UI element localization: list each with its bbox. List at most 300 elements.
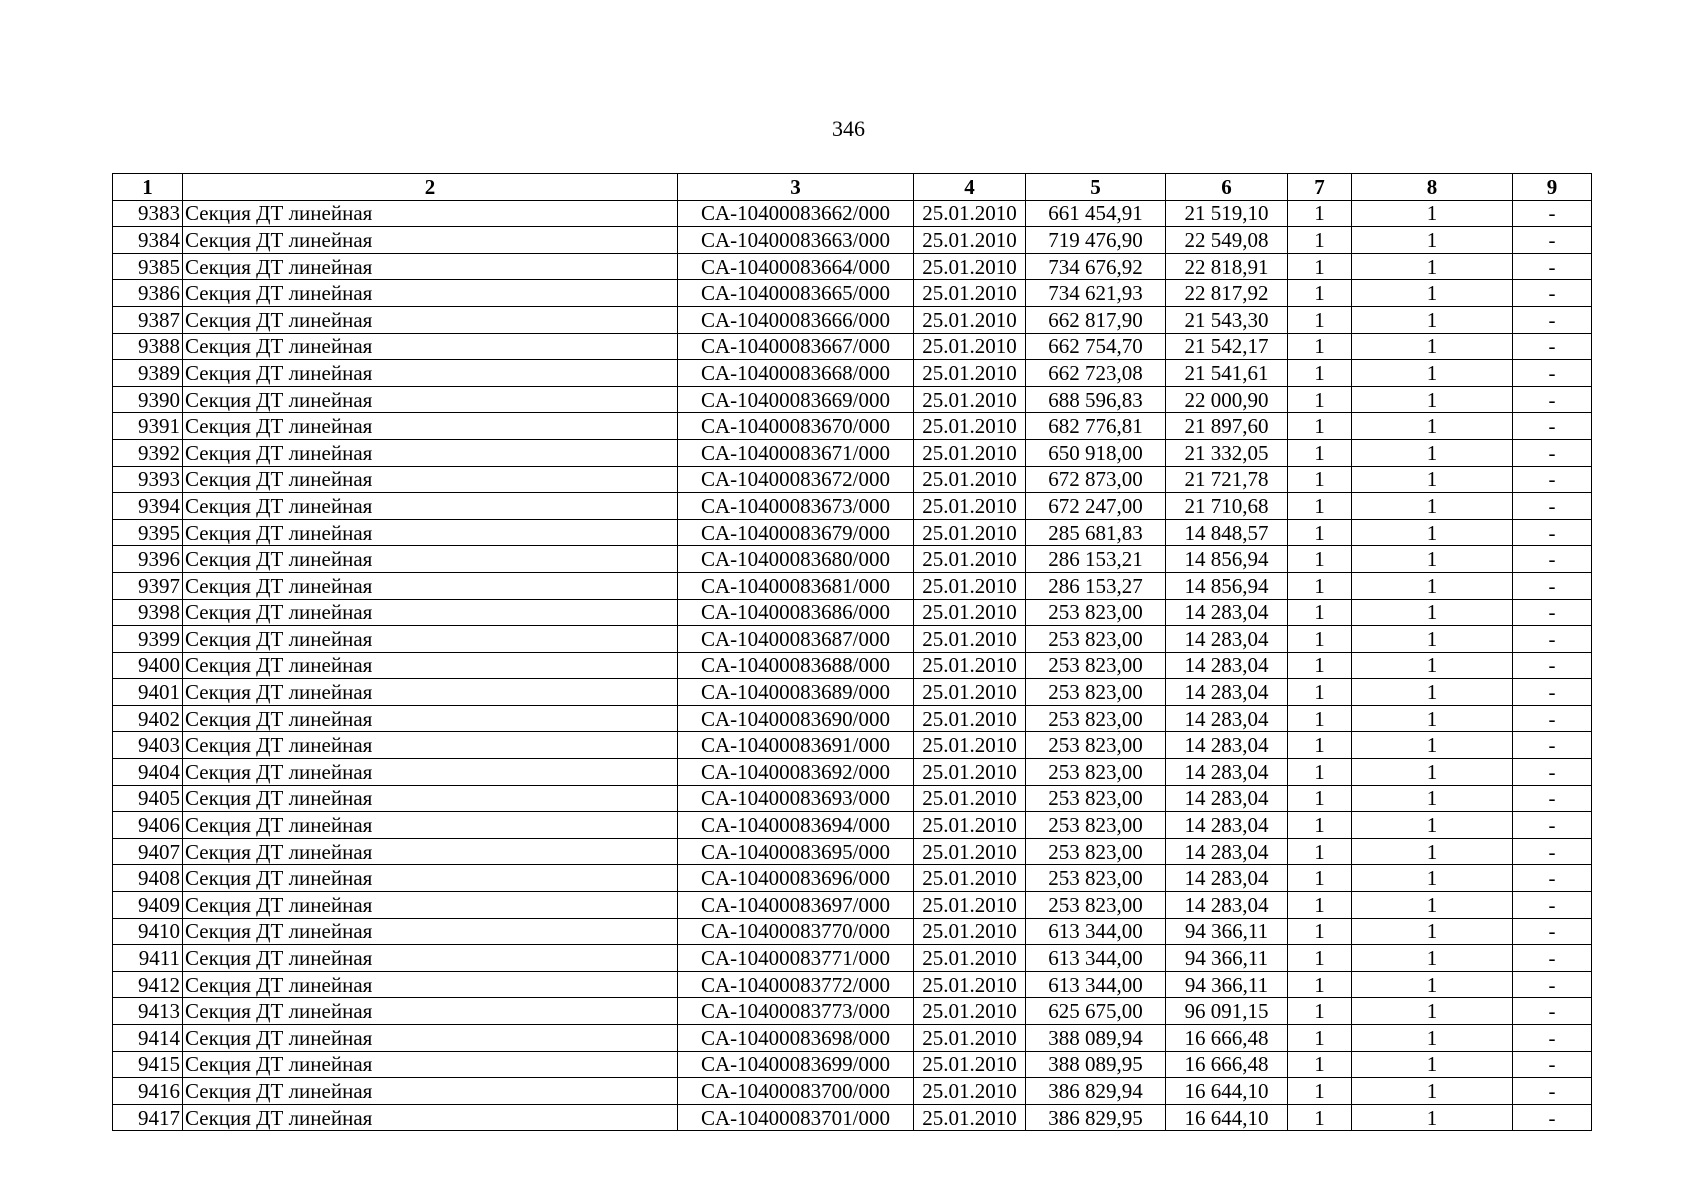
col7-cell: 1 (1288, 705, 1352, 732)
col9-cell: - (1513, 333, 1592, 360)
cost-cell: 662 817,90 (1026, 306, 1166, 333)
header-cell-col8: 8 (1352, 174, 1513, 201)
col8-cell: 1 (1352, 572, 1513, 599)
inventory-code-cell: CA-10400083663/000 (678, 227, 914, 254)
cost-cell: 662 723,08 (1026, 360, 1166, 387)
col8-cell: 1 (1352, 466, 1513, 493)
table-row (113, 838, 1592, 865)
col8-cell: 1 (1352, 652, 1513, 679)
date-cell: 25.01.2010 (914, 333, 1026, 360)
header-cell-col9: 9 (1513, 174, 1592, 201)
asset-name-cell: Секция ДТ линейная (183, 838, 678, 865)
row-number-cell: 9400 (113, 652, 183, 679)
amount-cell: 14 848,57 (1166, 519, 1288, 546)
row-number-cell: 9391 (113, 413, 183, 440)
table-row (113, 200, 1592, 227)
col9-cell: - (1513, 652, 1592, 679)
amount-cell: 14 283,04 (1166, 865, 1288, 892)
inventory-code-cell: CA-10400083686/000 (678, 599, 914, 626)
inventory-code-cell: CA-10400083681/000 (678, 572, 914, 599)
amount-cell: 22 549,08 (1166, 227, 1288, 254)
col9-cell: - (1513, 998, 1592, 1025)
inventory-code-cell: CA-10400083662/000 (678, 200, 914, 227)
row-number-cell: 9396 (113, 546, 183, 573)
col9-cell: - (1513, 1025, 1592, 1052)
inventory-code-cell: CA-10400083664/000 (678, 253, 914, 280)
cost-cell: 253 823,00 (1026, 812, 1166, 839)
col7-cell: 1 (1288, 732, 1352, 759)
col9-cell: - (1513, 785, 1592, 812)
table-row (113, 732, 1592, 759)
col7-cell: 1 (1288, 599, 1352, 626)
header-cell-col3: 3 (678, 174, 914, 201)
table-row (113, 599, 1592, 626)
cost-cell: 388 089,95 (1026, 1051, 1166, 1078)
cost-cell: 285 681,83 (1026, 519, 1166, 546)
col8-cell: 1 (1352, 227, 1513, 254)
row-number-cell: 9388 (113, 333, 183, 360)
date-cell: 25.01.2010 (914, 838, 1026, 865)
date-cell: 25.01.2010 (914, 971, 1026, 998)
amount-cell: 21 710,68 (1166, 493, 1288, 520)
row-number-cell: 9407 (113, 838, 183, 865)
header-cell-col1: 1 (113, 174, 183, 201)
col9-cell: - (1513, 705, 1592, 732)
inventory-code-cell: CA-10400083697/000 (678, 892, 914, 919)
amount-cell: 16 644,10 (1166, 1078, 1288, 1105)
amount-cell: 14 283,04 (1166, 812, 1288, 839)
col7-cell: 1 (1288, 838, 1352, 865)
inventory-code-cell: CA-10400083773/000 (678, 998, 914, 1025)
cost-cell: 253 823,00 (1026, 732, 1166, 759)
col8-cell: 1 (1352, 705, 1513, 732)
col9-cell: - (1513, 838, 1592, 865)
table-row (113, 253, 1592, 280)
header-cell-col2: 2 (183, 174, 678, 201)
amount-cell: 14 856,94 (1166, 572, 1288, 599)
inventory-code-cell: CA-10400083668/000 (678, 360, 914, 387)
row-number-cell: 9394 (113, 493, 183, 520)
table-row (113, 785, 1592, 812)
col7-cell: 1 (1288, 626, 1352, 653)
col9-cell: - (1513, 918, 1592, 945)
inventory-code-cell: CA-10400083667/000 (678, 333, 914, 360)
row-number-cell: 9406 (113, 812, 183, 839)
table-row (113, 572, 1592, 599)
col8-cell: 1 (1352, 280, 1513, 307)
asset-name-cell: Секция ДТ линейная (183, 1078, 678, 1105)
cost-cell: 662 754,70 (1026, 333, 1166, 360)
amount-cell: 14 283,04 (1166, 732, 1288, 759)
amount-cell: 94 366,11 (1166, 971, 1288, 998)
asset-name-cell: Секция ДТ линейная (183, 971, 678, 998)
date-cell: 25.01.2010 (914, 386, 1026, 413)
asset-name-cell: Секция ДТ линейная (183, 493, 678, 520)
row-number-cell: 9414 (113, 1025, 183, 1052)
asset-name-cell: Секция ДТ линейная (183, 705, 678, 732)
cost-cell: 734 676,92 (1026, 253, 1166, 280)
asset-name-cell: Секция ДТ линейная (183, 599, 678, 626)
asset-name-cell: Секция ДТ линейная (183, 200, 678, 227)
cost-cell: 388 089,94 (1026, 1025, 1166, 1052)
inventory-code-cell: CA-10400083688/000 (678, 652, 914, 679)
date-cell: 25.01.2010 (914, 439, 1026, 466)
col9-cell: - (1513, 360, 1592, 387)
amount-cell: 22 000,90 (1166, 386, 1288, 413)
date-cell: 25.01.2010 (914, 360, 1026, 387)
amount-cell: 16 644,10 (1166, 1104, 1288, 1131)
col8-cell: 1 (1352, 439, 1513, 466)
col9-cell: - (1513, 386, 1592, 413)
asset-name-cell: Секция ДТ линейная (183, 466, 678, 493)
row-number-cell: 9395 (113, 519, 183, 546)
date-cell: 25.01.2010 (914, 652, 1026, 679)
table-row (113, 360, 1592, 387)
col8-cell: 1 (1352, 812, 1513, 839)
asset-name-cell: Секция ДТ линейная (183, 386, 678, 413)
amount-cell: 94 366,11 (1166, 945, 1288, 972)
cost-cell: 253 823,00 (1026, 865, 1166, 892)
amount-cell: 14 283,04 (1166, 892, 1288, 919)
asset-name-cell: Секция ДТ линейная (183, 945, 678, 972)
col9-cell: - (1513, 1104, 1592, 1131)
asset-name-cell: Секция ДТ линейная (183, 519, 678, 546)
inventory-code-cell: CA-10400083689/000 (678, 679, 914, 706)
amount-cell: 21 721,78 (1166, 466, 1288, 493)
col7-cell: 1 (1288, 865, 1352, 892)
inventory-code-cell: CA-10400083696/000 (678, 865, 914, 892)
asset-name-cell: Секция ДТ линейная (183, 227, 678, 254)
col7-cell: 1 (1288, 519, 1352, 546)
date-cell: 25.01.2010 (914, 519, 1026, 546)
cost-cell: 613 344,00 (1026, 945, 1166, 972)
asset-name-cell: Секция ДТ линейная (183, 652, 678, 679)
row-number-cell: 9385 (113, 253, 183, 280)
col7-cell: 1 (1288, 652, 1352, 679)
col9-cell: - (1513, 493, 1592, 520)
row-number-cell: 9389 (113, 360, 183, 387)
row-number-cell: 9402 (113, 705, 183, 732)
amount-cell: 21 542,17 (1166, 333, 1288, 360)
col9-cell: - (1513, 1051, 1592, 1078)
cost-cell: 253 823,00 (1026, 892, 1166, 919)
asset-name-cell: Секция ДТ линейная (183, 1104, 678, 1131)
date-cell: 25.01.2010 (914, 546, 1026, 573)
amount-cell: 14 283,04 (1166, 759, 1288, 786)
col9-cell: - (1513, 519, 1592, 546)
asset-name-cell: Секция ДТ линейная (183, 626, 678, 653)
row-number-cell: 9397 (113, 572, 183, 599)
cost-cell: 253 823,00 (1026, 679, 1166, 706)
col7-cell: 1 (1288, 1051, 1352, 1078)
col7-cell: 1 (1288, 892, 1352, 919)
table-row (113, 386, 1592, 413)
amount-cell: 21 541,61 (1166, 360, 1288, 387)
col7-cell: 1 (1288, 812, 1352, 839)
col8-cell: 1 (1352, 306, 1513, 333)
col7-cell: 1 (1288, 439, 1352, 466)
col7-cell: 1 (1288, 971, 1352, 998)
amount-cell: 22 817,92 (1166, 280, 1288, 307)
cost-cell: 286 153,27 (1026, 572, 1166, 599)
row-number-cell: 9383 (113, 200, 183, 227)
col8-cell: 1 (1352, 679, 1513, 706)
date-cell: 25.01.2010 (914, 200, 1026, 227)
table-row (113, 1025, 1592, 1052)
inventory-code-cell: CA-10400083694/000 (678, 812, 914, 839)
col9-cell: - (1513, 227, 1592, 254)
table-row (113, 493, 1592, 520)
asset-name-cell: Секция ДТ линейная (183, 812, 678, 839)
col8-cell: 1 (1352, 1078, 1513, 1105)
table-row (113, 652, 1592, 679)
row-number-cell: 9405 (113, 785, 183, 812)
header-cell-col4: 4 (914, 174, 1026, 201)
page-number: 346 (832, 116, 865, 141)
date-cell: 25.01.2010 (914, 1104, 1026, 1131)
amount-cell: 21 519,10 (1166, 200, 1288, 227)
col8-cell: 1 (1352, 838, 1513, 865)
col7-cell: 1 (1288, 546, 1352, 573)
row-number-cell: 9404 (113, 759, 183, 786)
date-cell: 25.01.2010 (914, 759, 1026, 786)
cost-cell: 253 823,00 (1026, 759, 1166, 786)
inventory-code-cell: CA-10400083701/000 (678, 1104, 914, 1131)
col8-cell: 1 (1352, 626, 1513, 653)
table-row (113, 333, 1592, 360)
asset-name-cell: Секция ДТ линейная (183, 865, 678, 892)
asset-name-cell: Секция ДТ линейная (183, 918, 678, 945)
inventory-code-cell: CA-10400083669/000 (678, 386, 914, 413)
date-cell: 25.01.2010 (914, 998, 1026, 1025)
cost-cell: 386 829,94 (1026, 1078, 1166, 1105)
col8-cell: 1 (1352, 732, 1513, 759)
amount-cell: 14 283,04 (1166, 626, 1288, 653)
row-number-cell: 9416 (113, 1078, 183, 1105)
date-cell: 25.01.2010 (914, 493, 1026, 520)
date-cell: 25.01.2010 (914, 1078, 1026, 1105)
table-row (113, 892, 1592, 919)
row-number-cell: 9413 (113, 998, 183, 1025)
asset-name-cell: Секция ДТ линейная (183, 998, 678, 1025)
amount-cell: 94 366,11 (1166, 918, 1288, 945)
row-number-cell: 9412 (113, 971, 183, 998)
inventory-code-cell: CA-10400083687/000 (678, 626, 914, 653)
col8-cell: 1 (1352, 333, 1513, 360)
col8-cell: 1 (1352, 1104, 1513, 1131)
date-cell: 25.01.2010 (914, 812, 1026, 839)
inventory-code-cell: CA-10400083700/000 (678, 1078, 914, 1105)
col9-cell: - (1513, 466, 1592, 493)
col8-cell: 1 (1352, 971, 1513, 998)
col8-cell: 1 (1352, 1025, 1513, 1052)
asset-name-cell: Секция ДТ линейная (183, 360, 678, 387)
cost-cell: 672 247,00 (1026, 493, 1166, 520)
col9-cell: - (1513, 599, 1592, 626)
table-row (113, 280, 1592, 307)
col9-cell: - (1513, 413, 1592, 440)
cost-cell: 719 476,90 (1026, 227, 1166, 254)
col7-cell: 1 (1288, 493, 1352, 520)
col7-cell: 1 (1288, 1025, 1352, 1052)
col8-cell: 1 (1352, 519, 1513, 546)
cost-cell: 253 823,00 (1026, 626, 1166, 653)
col8-cell: 1 (1352, 386, 1513, 413)
col9-cell: - (1513, 626, 1592, 653)
amount-cell: 14 283,04 (1166, 785, 1288, 812)
amount-cell: 14 283,04 (1166, 679, 1288, 706)
table-row (113, 519, 1592, 546)
asset-name-cell: Секция ДТ линейная (183, 572, 678, 599)
inventory-code-cell: CA-10400083666/000 (678, 306, 914, 333)
amount-cell: 22 818,91 (1166, 253, 1288, 280)
inventory-code-cell: CA-10400083695/000 (678, 838, 914, 865)
date-cell: 25.01.2010 (914, 466, 1026, 493)
amount-cell: 16 666,48 (1166, 1025, 1288, 1052)
inventory-code-cell: CA-10400083770/000 (678, 918, 914, 945)
table-row (113, 1051, 1592, 1078)
cost-cell: 253 823,00 (1026, 838, 1166, 865)
row-number-cell: 9409 (113, 892, 183, 919)
table-row (113, 227, 1592, 254)
col7-cell: 1 (1288, 759, 1352, 786)
asset-name-cell: Секция ДТ линейная (183, 732, 678, 759)
col8-cell: 1 (1352, 493, 1513, 520)
header-cell-col5: 5 (1026, 174, 1166, 201)
date-cell: 25.01.2010 (914, 918, 1026, 945)
date-cell: 25.01.2010 (914, 705, 1026, 732)
row-number-cell: 9401 (113, 679, 183, 706)
col7-cell: 1 (1288, 360, 1352, 387)
table-row (113, 679, 1592, 706)
col9-cell: - (1513, 306, 1592, 333)
row-number-cell: 9392 (113, 439, 183, 466)
cost-cell: 672 873,00 (1026, 466, 1166, 493)
table-row (113, 998, 1592, 1025)
date-cell: 25.01.2010 (914, 227, 1026, 254)
col8-cell: 1 (1352, 865, 1513, 892)
table-row (113, 971, 1592, 998)
date-cell: 25.01.2010 (914, 1051, 1026, 1078)
asset-name-cell: Секция ДТ линейная (183, 759, 678, 786)
cost-cell: 253 823,00 (1026, 785, 1166, 812)
table-row (113, 439, 1592, 466)
asset-name-cell: Секция ДТ линейная (183, 892, 678, 919)
row-number-cell: 9417 (113, 1104, 183, 1131)
table-row (113, 812, 1592, 839)
col9-cell: - (1513, 439, 1592, 466)
col7-cell: 1 (1288, 333, 1352, 360)
amount-cell: 14 283,04 (1166, 652, 1288, 679)
col9-cell: - (1513, 200, 1592, 227)
inventory-code-cell: CA-10400083699/000 (678, 1051, 914, 1078)
asset-name-cell: Секция ДТ линейная (183, 253, 678, 280)
inventory-code-cell: CA-10400083698/000 (678, 1025, 914, 1052)
inventory-code-cell: CA-10400083692/000 (678, 759, 914, 786)
date-cell: 25.01.2010 (914, 253, 1026, 280)
col8-cell: 1 (1352, 360, 1513, 387)
row-number-cell: 9386 (113, 280, 183, 307)
amount-cell: 21 332,05 (1166, 439, 1288, 466)
col7-cell: 1 (1288, 386, 1352, 413)
col7-cell: 1 (1288, 918, 1352, 945)
date-cell: 25.01.2010 (914, 945, 1026, 972)
col9-cell: - (1513, 732, 1592, 759)
inventory-code-cell: CA-10400083679/000 (678, 519, 914, 546)
asset-name-cell: Секция ДТ линейная (183, 413, 678, 440)
header-cell-col7: 7 (1288, 174, 1352, 201)
col9-cell: - (1513, 865, 1592, 892)
inventory-code-cell: CA-10400083665/000 (678, 280, 914, 307)
col8-cell: 1 (1352, 599, 1513, 626)
col8-cell: 1 (1352, 200, 1513, 227)
col9-cell: - (1513, 253, 1592, 280)
cost-cell: 253 823,00 (1026, 705, 1166, 732)
asset-name-cell: Секция ДТ линейная (183, 546, 678, 573)
date-cell: 25.01.2010 (914, 785, 1026, 812)
col7-cell: 1 (1288, 679, 1352, 706)
cost-cell: 688 596,83 (1026, 386, 1166, 413)
col8-cell: 1 (1352, 413, 1513, 440)
amount-cell: 14 283,04 (1166, 705, 1288, 732)
col7-cell: 1 (1288, 998, 1352, 1025)
amount-cell: 14 283,04 (1166, 599, 1288, 626)
col8-cell: 1 (1352, 1051, 1513, 1078)
row-number-cell: 9415 (113, 1051, 183, 1078)
col8-cell: 1 (1352, 546, 1513, 573)
col7-cell: 1 (1288, 200, 1352, 227)
asset-name-cell: Секция ДТ линейная (183, 785, 678, 812)
inventory-code-cell: CA-10400083772/000 (678, 971, 914, 998)
col9-cell: - (1513, 546, 1592, 573)
header-row (113, 174, 1592, 201)
table-row (113, 1104, 1592, 1131)
col7-cell: 1 (1288, 413, 1352, 440)
table-row (113, 626, 1592, 653)
col9-cell: - (1513, 572, 1592, 599)
date-cell: 25.01.2010 (914, 280, 1026, 307)
cost-cell: 682 776,81 (1026, 413, 1166, 440)
col8-cell: 1 (1352, 253, 1513, 280)
date-cell: 25.01.2010 (914, 892, 1026, 919)
row-number-cell: 9384 (113, 227, 183, 254)
asset-register-table (112, 173, 1592, 1131)
col8-cell: 1 (1352, 945, 1513, 972)
row-number-cell: 9398 (113, 599, 183, 626)
asset-name-cell: Секция ДТ линейная (183, 679, 678, 706)
amount-cell: 21 897,60 (1166, 413, 1288, 440)
date-cell: 25.01.2010 (914, 413, 1026, 440)
col8-cell: 1 (1352, 759, 1513, 786)
table-row (113, 306, 1592, 333)
col9-cell: - (1513, 892, 1592, 919)
inventory-code-cell: CA-10400083670/000 (678, 413, 914, 440)
date-cell: 25.01.2010 (914, 306, 1026, 333)
row-number-cell: 9403 (113, 732, 183, 759)
date-cell: 25.01.2010 (914, 679, 1026, 706)
row-number-cell: 9411 (113, 945, 183, 972)
cost-cell: 625 675,00 (1026, 998, 1166, 1025)
cost-cell: 386 829,95 (1026, 1104, 1166, 1131)
col7-cell: 1 (1288, 253, 1352, 280)
inventory-code-cell: CA-10400083673/000 (678, 493, 914, 520)
cost-cell: 613 344,00 (1026, 971, 1166, 998)
col7-cell: 1 (1288, 306, 1352, 333)
col8-cell: 1 (1352, 785, 1513, 812)
table-row (113, 1078, 1592, 1105)
date-cell: 25.01.2010 (914, 572, 1026, 599)
table-row (113, 918, 1592, 945)
